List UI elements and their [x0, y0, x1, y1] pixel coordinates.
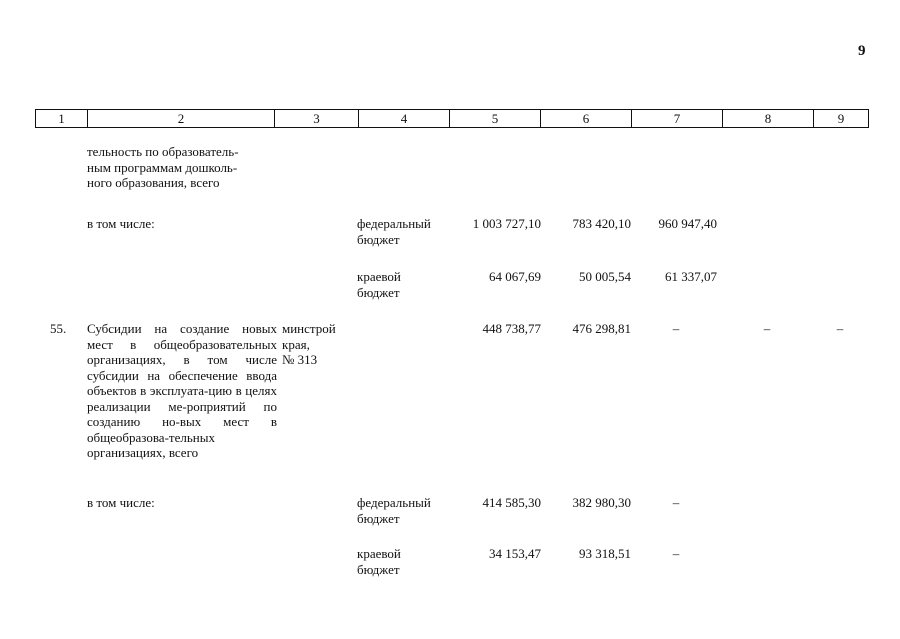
budget-source: краевой бюджет	[357, 546, 401, 577]
value-col6: 93 318,51	[579, 546, 631, 561]
column-header-3: 3	[275, 110, 359, 127]
value-col5: 34 153,47	[489, 546, 541, 561]
subrow-label: в том числе:	[87, 216, 155, 231]
value-col6: 50 005,54	[579, 269, 631, 284]
value-col5: 64 067,69	[489, 269, 541, 284]
budget-source: федеральный бюджет	[357, 216, 431, 247]
value-col6: 783 420,10	[572, 216, 631, 231]
budget-source: федеральный бюджет	[357, 495, 431, 526]
value-col6: 382 980,30	[572, 495, 631, 510]
row-number: 55.	[50, 321, 67, 336]
column-header-8: 8	[723, 110, 814, 127]
value-col7: –	[672, 495, 680, 510]
row-executor: минстрой края, № 313	[282, 321, 336, 367]
continuation-description: тельность по образователь- ным программам дошколь- ного образования, всего	[87, 144, 239, 190]
column-header-1: 1	[36, 110, 88, 127]
value-col5: 1 003 727,10	[472, 216, 541, 231]
page-number: 9	[858, 43, 866, 59]
subrow-label: в том числе:	[87, 495, 155, 510]
column-header-6: 6	[541, 110, 632, 127]
value-col6: 476 298,81	[572, 321, 631, 336]
column-header-2: 2	[88, 110, 275, 127]
value-col5: 448 738,77	[482, 321, 541, 336]
value-col7: –	[672, 546, 680, 561]
value-col5: 414 585,30	[482, 495, 541, 510]
budget-source: краевой бюджет	[357, 269, 401, 300]
value-col8: –	[763, 321, 771, 336]
column-header-7: 7	[632, 110, 723, 127]
value-col7: –	[672, 321, 680, 336]
value-col7: 61 337,07	[665, 269, 717, 284]
value-col9: –	[836, 321, 844, 336]
column-header-9: 9	[837, 111, 845, 126]
row-description: Субсидии на создание новых мест в общеобразовательных организациях, в том числе субсидии на обеспечение ввода объектов в эксплуата-цию в целях реализации ме-роприятий по созданию но-вых мест в общеобразова-тельных организациях, всего	[87, 321, 277, 460]
table-header-row	[35, 109, 869, 128]
column-header-5: 5	[450, 110, 541, 127]
column-header-4: 4	[359, 110, 450, 127]
value-col7: 960 947,40	[658, 216, 717, 231]
